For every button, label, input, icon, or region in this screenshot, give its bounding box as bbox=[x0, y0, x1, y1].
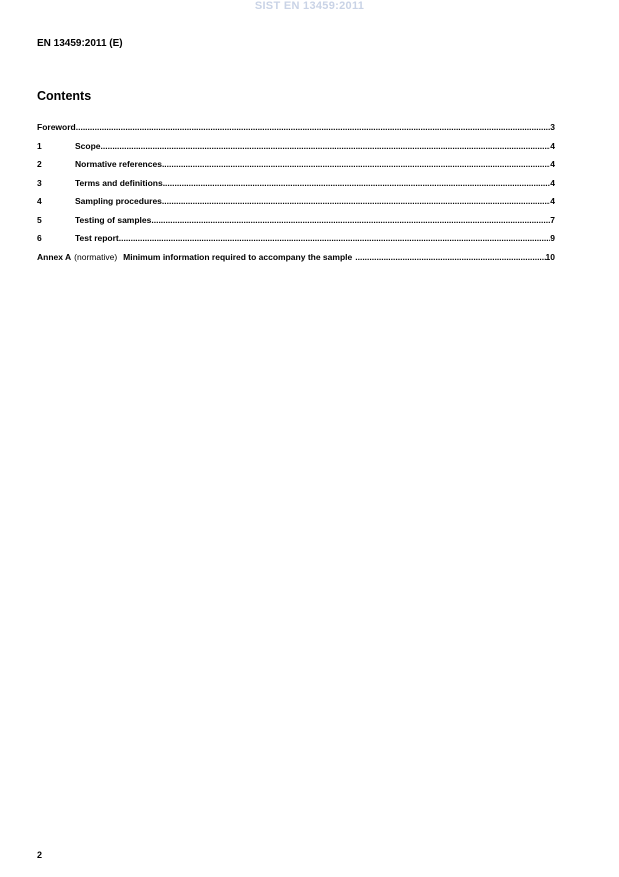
toc-entry-title: Scope bbox=[75, 140, 101, 151]
dot-leader bbox=[151, 215, 550, 225]
toc-entry-page: 4 bbox=[550, 140, 555, 151]
toc-entry-testing-of-samples[interactable] bbox=[37, 215, 555, 234]
toc-entry-sampling-procedures[interactable] bbox=[37, 196, 555, 215]
toc-entry-title: Testing of samples bbox=[75, 214, 152, 225]
toc-entry-page: 4 bbox=[550, 159, 555, 169]
toc-entry-title: Foreword bbox=[37, 122, 76, 132]
dot-leader bbox=[355, 252, 545, 262]
toc-entry-number: 6 bbox=[37, 233, 42, 243]
toc-entry-number: 5 bbox=[37, 214, 42, 225]
dot-leader bbox=[119, 233, 550, 243]
toc-entry-title: Terms and definitions bbox=[75, 177, 163, 188]
toc-entry-title: Sampling procedures bbox=[75, 196, 162, 206]
toc-entry-foreword[interactable] bbox=[37, 122, 555, 141]
dot-leader bbox=[162, 196, 550, 206]
toc-entry-terms-and-definitions[interactable] bbox=[37, 178, 555, 197]
annex-label: Annex A bbox=[37, 251, 72, 262]
toc-entry-page: 7 bbox=[550, 214, 555, 225]
page-number: 2 bbox=[37, 850, 43, 860]
toc-entry-number: 1 bbox=[37, 140, 42, 151]
annex-page: 10 bbox=[545, 251, 555, 262]
dot-leader bbox=[76, 122, 551, 132]
toc-entry-page: 4 bbox=[550, 196, 555, 206]
annex-type: (normative) bbox=[74, 251, 118, 262]
toc-entry-scope[interactable] bbox=[37, 141, 555, 160]
toc-entry-number: 3 bbox=[37, 177, 42, 188]
toc-entry-annex-a[interactable] bbox=[37, 252, 555, 271]
toc-entry-number: 2 bbox=[37, 159, 42, 169]
toc-entry-number: 4 bbox=[37, 196, 42, 206]
document-id: EN 13459:2011 (E) bbox=[37, 38, 123, 49]
watermark: SIST EN 13459:2011 bbox=[254, 0, 365, 12]
toc-entry-title: Normative references bbox=[75, 159, 162, 169]
toc-entry-page: 3 bbox=[550, 122, 555, 132]
dot-leader bbox=[162, 159, 550, 169]
table-of-contents bbox=[37, 122, 555, 270]
toc-entry-normative-references[interactable] bbox=[37, 159, 555, 178]
toc-entry-test-report[interactable] bbox=[37, 233, 555, 252]
annex-title: Minimum information required to accompany the sample bbox=[123, 251, 353, 262]
toc-entry-page: 9 bbox=[550, 233, 555, 243]
toc-entry-title: Test report bbox=[75, 233, 119, 243]
dot-leader bbox=[163, 178, 551, 188]
dot-leader bbox=[101, 141, 551, 151]
contents-heading: Contents bbox=[37, 89, 92, 103]
toc-entry-page: 4 bbox=[550, 177, 555, 188]
